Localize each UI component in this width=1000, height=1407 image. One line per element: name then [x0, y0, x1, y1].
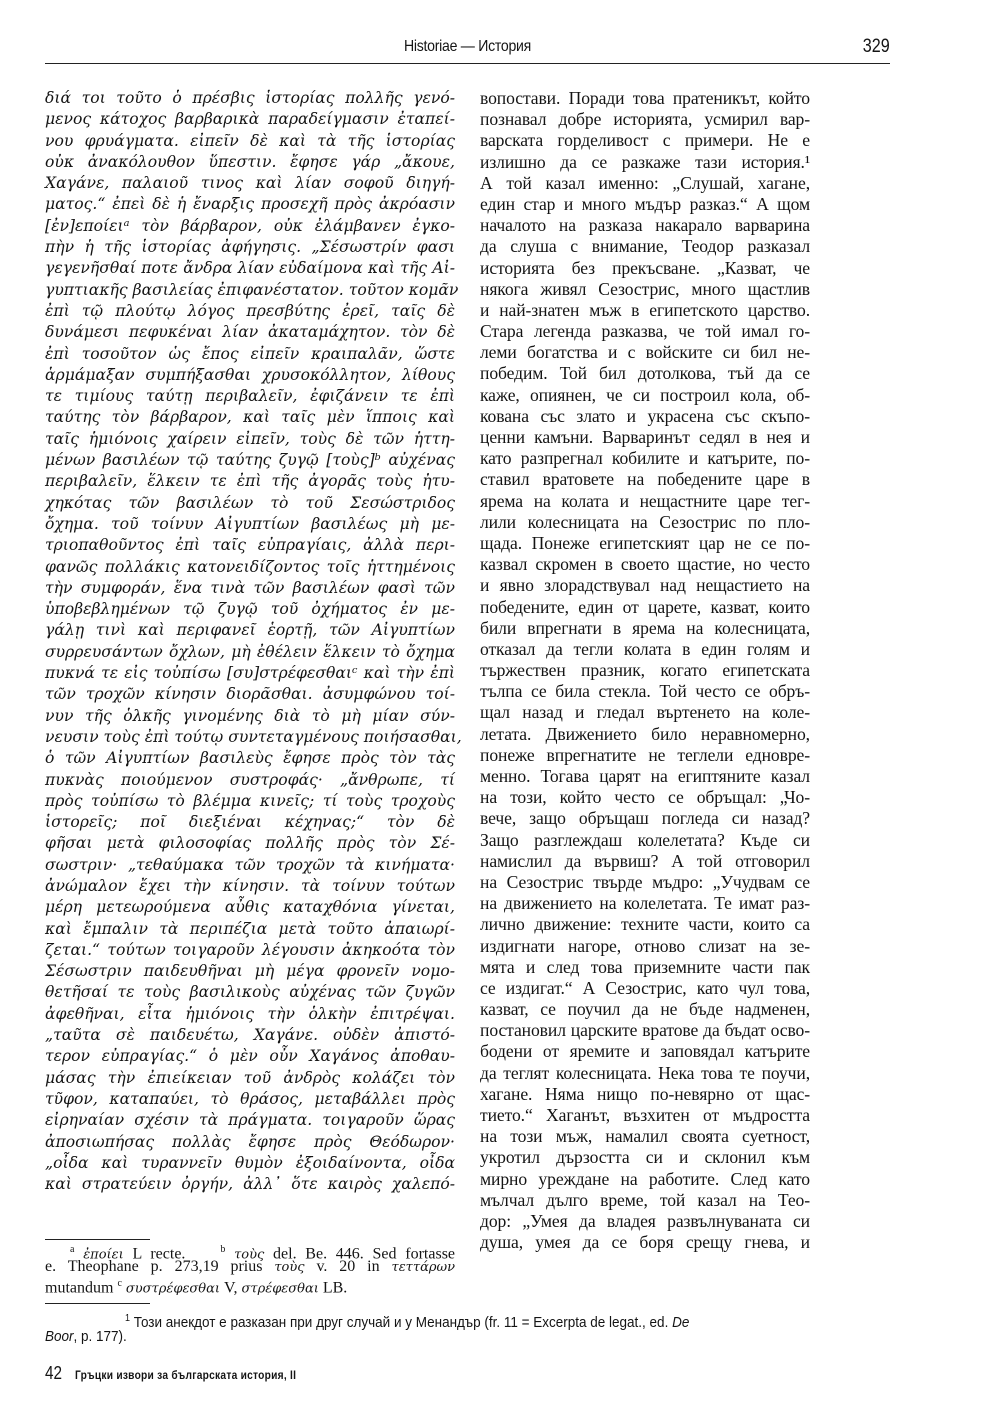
text-line: „ταῦτα σὲ παιδευέτω, Χαγάνε. οὐδὲν ἀπιστό-	[45, 1026, 455, 1045]
text-line: на Сезострис твърде мъдро: „Учудвам се	[480, 871, 810, 892]
page-footer	[45, 1363, 336, 1384]
text-line: πυκνά τε εἰς τοὐπίσω [συ]στρέφεσθαιᶜ καὶ τὴν ἐπὶ	[45, 664, 455, 683]
text-line: ὄχημα. τοῦ τοίνυν Αἰγυπτίων βασιλέως μὴ με-	[45, 514, 455, 533]
text-line: лично движение: техните части, които са	[480, 914, 810, 935]
text-line: укротил дързостта си и склонил към	[480, 1147, 810, 1168]
text-line: мята и след това приземните части пак	[480, 956, 810, 977]
text-line: θετῆσαί τε τοὺς βασιλικοὺς αὐχένας τῶν ζυγῶν	[45, 983, 455, 1002]
text-line: συρρευσάντων ὄχλων, μὴ ἐθέλειν ἕλκειν τὸ ὄχημα	[45, 642, 455, 661]
text-line: μένων βασιλέων τῷ ταύτης ζυγῷ [τοὺς]ᵇ αὐχένας	[45, 451, 455, 470]
text-line: А той казал именно: „Слушай, хагане,	[480, 172, 810, 193]
text-line: καὶ στρατεύειν ὀργήν, ἀλλ᾽ ὅτε καιρὸς χαλεπό-	[45, 1175, 455, 1194]
text-line: τῦφον, καταπαύει, τὸ θράσος, μεταβάλλει πρὸς	[45, 1089, 455, 1108]
text-line: и най-знатен мъж в египетското царство.	[480, 299, 810, 320]
series-title: Гръцки извори за българската история, II	[75, 1368, 297, 1382]
footnote-mark: 1	[125, 1313, 131, 1324]
text-line: леми богатства и с войските си бил не-	[480, 342, 810, 363]
critical-notes-rule	[45, 1239, 150, 1240]
text-line: πυκνὰς ποιούμενον συστροφάς· „ἄνθρωπε, τί	[45, 770, 455, 789]
critical-apparatus	[45, 1241, 456, 1297]
text-line: μενος κάτοχος βαρβαρικὰ παραδείγμασιν ἐταπεί-	[45, 110, 455, 129]
text-line: γυπτιακῆς βασιλείας ἐπιφανέστατον. τοῦτον κομᾶν	[45, 280, 459, 299]
footnote-rule	[45, 1303, 150, 1304]
signature-number: 42	[45, 1363, 63, 1383]
text-line: отказал да тегли колата в един голям и	[480, 638, 810, 659]
text-line: ματος.“ ἐπεὶ δὲ ἡ ἔναρξις προσεχῆ πρὸς ἀκρόασιν	[45, 195, 455, 214]
text-line: ὁ τῶν Αἰγυπτίων βασιλεὺς ἔφησε πρὸς τὸν τὰς	[45, 749, 455, 768]
text-line: τε τιμίους ταύτῃ περιβαλεῖν, ἐφιζάνειν τε ἐπὶ	[45, 387, 455, 406]
text-line: били впрегнати в ярема на колесницата,	[480, 617, 810, 638]
text-line: ζεται.“ τούτων τοιγαροῦν λέγουσιν ἀκηκοότα τὸν	[45, 940, 455, 959]
text-line: περιβαλεῖν, ἕλκειν τε ἐπὶ τῆς ἀγορᾶς τοὺς ἠτυ-	[45, 472, 455, 491]
text-line: менно. Тогава царят на египтяните казал	[480, 766, 810, 786]
text-line: да теглят колесницата. Нека това те поучи,	[480, 1062, 810, 1083]
text-line: εἰρηναίαν σχέσιν τὰ πράγματα. τοιγαροῦν ὥρας	[45, 1111, 455, 1130]
text-line: излишно да се разкаже тази история.¹	[480, 151, 810, 172]
text-line: Χαγάνε, παλαιοῦ τινος καὶ λίαν σοφοῦ διηγή-	[45, 174, 455, 193]
text-line: πρὸς τοὐπίσω τὸ βλέμμα κινεῖς; τί τοὺς τροχοὺς	[45, 791, 455, 810]
text-line: някога живял Сезострис, много щастлив	[480, 278, 810, 299]
text-line: τριοπαθοῦντος ἐπὶ ταῖς εὐπραγίαις, ἀλλὰ περι-	[45, 536, 455, 555]
text-line: вече, защо обръщаш погледа си назад?	[480, 808, 810, 829]
text-line: тържествен празник, когато египетската	[480, 660, 810, 681]
text-line: ἐπὶ τοσοῦτον ὡς ἔπος εἰπεῖν κραιπαλᾶν, ὥστε	[45, 344, 455, 363]
text-line: δυνάμεσι πεφυκέναι λίαν ἀκαταμάχητον. τὸν δὲ	[45, 323, 455, 342]
text-line: вопостави. Поради това пратеникът, който	[480, 88, 810, 108]
text-line: победените, един от царете, казват, които	[480, 596, 810, 617]
text-line: като разпрегнал кобилите и катърите, по-	[480, 448, 810, 469]
text-line: νευσιν τοὺς ἐπὶ τούτῳ συντεταγμένους ποιήσασθαι,	[45, 727, 462, 746]
text-line: издигнати нагоре, отново слизат на зе-	[480, 935, 810, 956]
text-line: бодени от яремите и заповядал катърите	[480, 1041, 810, 1062]
note-mark-a: a	[70, 1244, 75, 1255]
text-line: понеже впрегнатите не теглели едновре-	[480, 744, 810, 765]
text-line: ταύτης τὸν βάρβαρον, καὶ ταῖς μὲν ἵπποις καὶ	[45, 408, 455, 427]
text-line: τῶν τροχῶν κίνησιν διορᾶσθαι. ἀσυμφώνου τοί-	[45, 685, 455, 704]
text-line: μέρη μετεωρούμενα αὖθις καταχθόνια γίνεται,	[45, 898, 455, 917]
text-line: тието.“ Хаганът, възхитен от мъдростта	[480, 1105, 810, 1125]
text-line: πὴν ἡ τῆς ἱστορίας ἀφήγησις. „Σέσωστρίν φασι	[45, 238, 455, 257]
apparatus-line: $^a$ ἐποίει L recte. $^b$ τοὺς del. Be. 446. Sed fortasse	[70, 1244, 456, 1263]
text-line: νου φρυάγματα. εἰπεῖν δὲ καὶ τὰ τῆς ἱστορίας	[45, 131, 455, 150]
text-line: ὑποβεβλημένων τῷ ζυγῷ τοῦ ὀχήματος ἐν με-	[45, 600, 455, 619]
text-line: душа, умея да се боря срещу гнева, и	[480, 1232, 810, 1253]
text-line: χηκότας τῶν βασιλέων τὸ τοῦ Σεσώστριδος	[45, 493, 455, 512]
header-rule	[45, 63, 890, 64]
text-line: лили колесницата на Сезострис по пло-	[480, 511, 810, 532]
text-line: ценни камъни. Варваринът седял в нея и	[480, 427, 810, 447]
text-line: казвал скромен в своето щастие, но често	[480, 554, 810, 575]
text-line: νυν τῆς ὁλκῆς γινομένης διὰ τὸ μὴ μίαν σύν-	[45, 706, 455, 725]
text-line: ярема на колата и нещастните царе тег-	[480, 490, 810, 511]
apparatus-line: e. Theophane p. 273,19 prius τοὺς v. 20 in τεττάρων	[45, 1258, 455, 1275]
bulgarian-translation-column	[480, 88, 810, 1253]
text-line: μάσας τὴν ἐπιείκειαν τοῦ ἀνδρὸς κολάζει τὸν	[45, 1068, 455, 1087]
text-line: Σέσωστριν παιδευθῆναι μὴ μέγα φρονεῖν νομο-	[45, 962, 455, 981]
text-line: ἐπὶ τῷ πλούτῳ λόγος πρεσβύτης ἐρεῖ, ταῖς δὲ	[45, 301, 455, 320]
text-line: ἱστορεῖς; ποῖ διεξιέναι κέχηνας;“ τὸν δὲ	[45, 813, 455, 832]
text-line: да слуша с внимание, Теодор разказал	[480, 236, 810, 257]
text-line: ставил вратовете на победените царе в	[480, 469, 810, 490]
text-line: на този мъж, намалил своята суетност,	[480, 1126, 810, 1147]
text-line: на движението на колелетата. Те имат раз-	[480, 893, 810, 914]
text-line: φῆσαι μετὰ φιλοσοφίας πολλῆς πρὸς τὸν Σέ-	[45, 834, 455, 853]
text-line: Стара легенда разказва, че той имал го-	[480, 321, 810, 342]
page-number: 329	[863, 36, 890, 57]
apparatus-line: mutandum $^c$ συστρέφεσθαι V, στρέφεσθαι LB.	[45, 1278, 348, 1297]
text-line: щада. Понеже египетският цар не се по-	[480, 532, 810, 553]
text-line: летата. Движението било неравномерно,	[480, 723, 810, 744]
text-line: варската горделивост с примери. Не е	[480, 130, 810, 151]
text-line: историята без прекъсване. „Казват, че	[480, 257, 810, 278]
text-line: каже, опиянен, че си построил кола, об-	[480, 384, 810, 405]
text-line: началото на разказа накарало варварина	[480, 215, 810, 236]
text-line: τερον εὐπραγίας.“ ὁ μὲν οὖν Χαγάνος ἀποθαυ-	[45, 1047, 455, 1066]
text-line: и явно злорадствувал над нещастието на	[480, 575, 810, 596]
running-head	[45, 38, 890, 60]
text-line: познавал добре историята, усмирил вар-	[480, 109, 810, 130]
text-line: един стар и много мъдър разказ.“ А щом	[480, 193, 810, 214]
text-line: ἀνώμαλον ἔχει τὴν κίνησιν. τὰ τοίνυν τούτων	[45, 876, 455, 895]
text-line: ἀποσιωπήσας πολλὰς ἔφησε πρὸς Θεόδωρον·	[45, 1132, 455, 1151]
text-line: διά τοι τοῦτο ὁ πρέσβις ἱστορίας πολλῆς γενό-	[45, 89, 455, 107]
greek-text-column	[45, 88, 462, 1195]
text-line: щал назад и гледал въртенето на коле-	[480, 702, 810, 723]
text-line: ἀφεθῆναι, εἶτα ἡμιόνοις τὴν ὁλκὴν ἐπιτρέψαι.	[45, 1004, 455, 1023]
text-line: σωστριν· „τεθαύμακα τῶν τροχῶν τὰ κινήματα·	[45, 855, 455, 874]
text-line: кована със злато и украсена със скъпо-	[480, 405, 810, 426]
text-line: тълпа се била стекла. Той често се обръ-	[480, 681, 810, 702]
text-line: ἁρμάμαξαν συμπήξασθαι χρυσοκόλλητον, λίθους	[45, 365, 455, 384]
text-line: хагане. Няма нищо по-невярно от щас-	[480, 1083, 810, 1104]
text-line: „οἶδα καὶ τυραννεῖν θυμὸν ἐξοιδαίνοντα, οἶδα	[45, 1153, 455, 1172]
text-line: γεγενῆσθαί ποτε ἄνδρα λίαν εὐδαίμονα καὶ τῆς Αἰ-	[45, 259, 455, 278]
text-line: дор: „Умея да владея развълнуваната си	[480, 1210, 810, 1231]
text-line: οὐκ ἀνακόλουθον ὕπεστιν. ἔφησε γάρ „ἄκουε,	[45, 152, 455, 171]
note-mark-b: b	[220, 1244, 226, 1255]
text-line: [ἐν]εποίειᵃ τὸν βάρβαρον, οὐκ ἐλάμβανεν ἐγκο-	[45, 216, 455, 235]
text-line: γάλῃ τινὶ καὶ περιφανεῖ ἑορτῇ, τῶν Αἰγυπτίων	[45, 621, 455, 640]
text-line: на този, който често се обръщал: „Чо-	[480, 787, 810, 808]
text-line: τὴν συμφοράν, ἕνα τινὰ τῶν βασιλέων φασὶ τῶν	[45, 578, 455, 597]
text-line: Защо разглеждаш колелетата? Къде си	[480, 829, 810, 850]
text-line: казват, се поучил да не бъде надменен,	[480, 999, 810, 1020]
note-mark-c: c	[117, 1278, 122, 1289]
text-line: победим. Той бил дотолкова, тъй да се	[480, 363, 810, 384]
text-line: ταῖς ἡμιόνοις χαίρειν εἰπεῖν, τοὺς δὲ τῶν ἡττη-	[45, 429, 455, 448]
text-line: мирно уреждане на работите. След като	[480, 1168, 810, 1189]
text-line: постановил царските вратове да бъдат осво-	[480, 1020, 810, 1041]
text-line: мълчал дълго време, той казал на Тео-	[480, 1189, 810, 1210]
text-line: καὶ ἔμπαλιν τὰ περιπέζια μετὰ τοῦτο ἀπαιωρί-	[45, 919, 455, 938]
running-head-title: Historiae — История	[403, 38, 532, 55]
text-line: се издигат.“ А Сезострис, като чул това,	[480, 977, 810, 998]
text-line: φανῶς πολλάκις κατονειδίζοντος τοῖς ἡττημένοις	[45, 557, 455, 576]
text-line: намислил да вървиш? А той отговорил	[480, 850, 810, 871]
translation-footnote: $^1$ Този анекдот е разказан при друг случай и у Менандър (fr. 11 = Excerpta de legat., ed. De Boor, p. 177).	[45, 1313, 690, 1345]
